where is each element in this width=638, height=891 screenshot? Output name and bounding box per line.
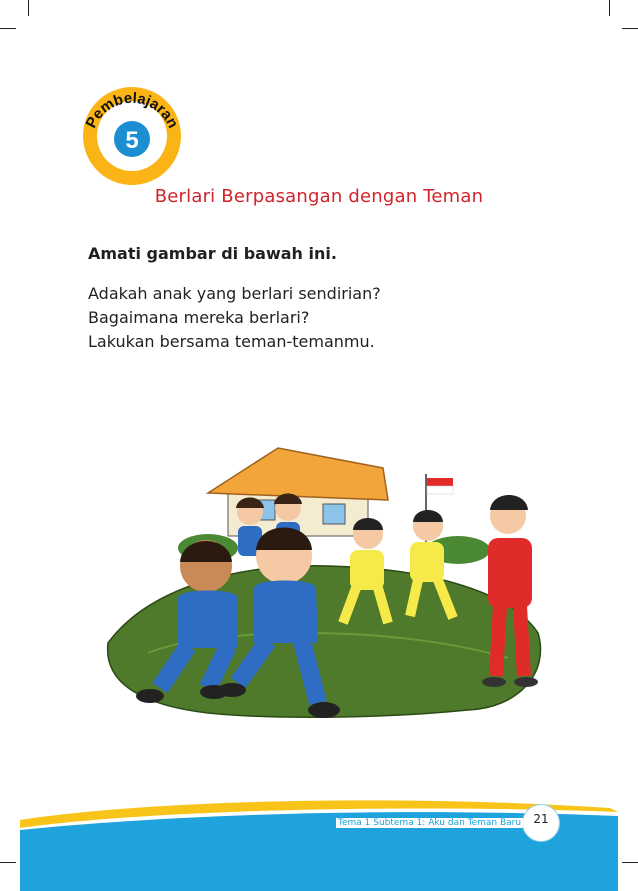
footer-theme-text: Tema 1 Subtema 1: Aku dan Teman Baru	[338, 818, 522, 828]
badge-label: Pembelajaran	[82, 89, 182, 131]
running-children-illustration	[88, 438, 558, 728]
question-3: Lakukan bersama teman-temanmu.	[88, 332, 375, 351]
crop-mark	[622, 28, 638, 29]
page-number: 21	[533, 812, 549, 826]
lesson-title: Berlari Berpasangan dengan Teman	[154, 186, 484, 207]
question-2: Bagaimana mereka berlari?	[88, 308, 310, 327]
lesson-badge	[82, 86, 182, 186]
crop-mark	[0, 28, 16, 29]
crop-mark	[609, 0, 610, 16]
badge-number: 5	[125, 127, 139, 154]
question-1: Adakah anak yang berlari sendirian?	[88, 284, 381, 303]
instruction-text: Amati gambar di bawah ini.	[88, 244, 337, 263]
crop-mark	[28, 0, 29, 16]
